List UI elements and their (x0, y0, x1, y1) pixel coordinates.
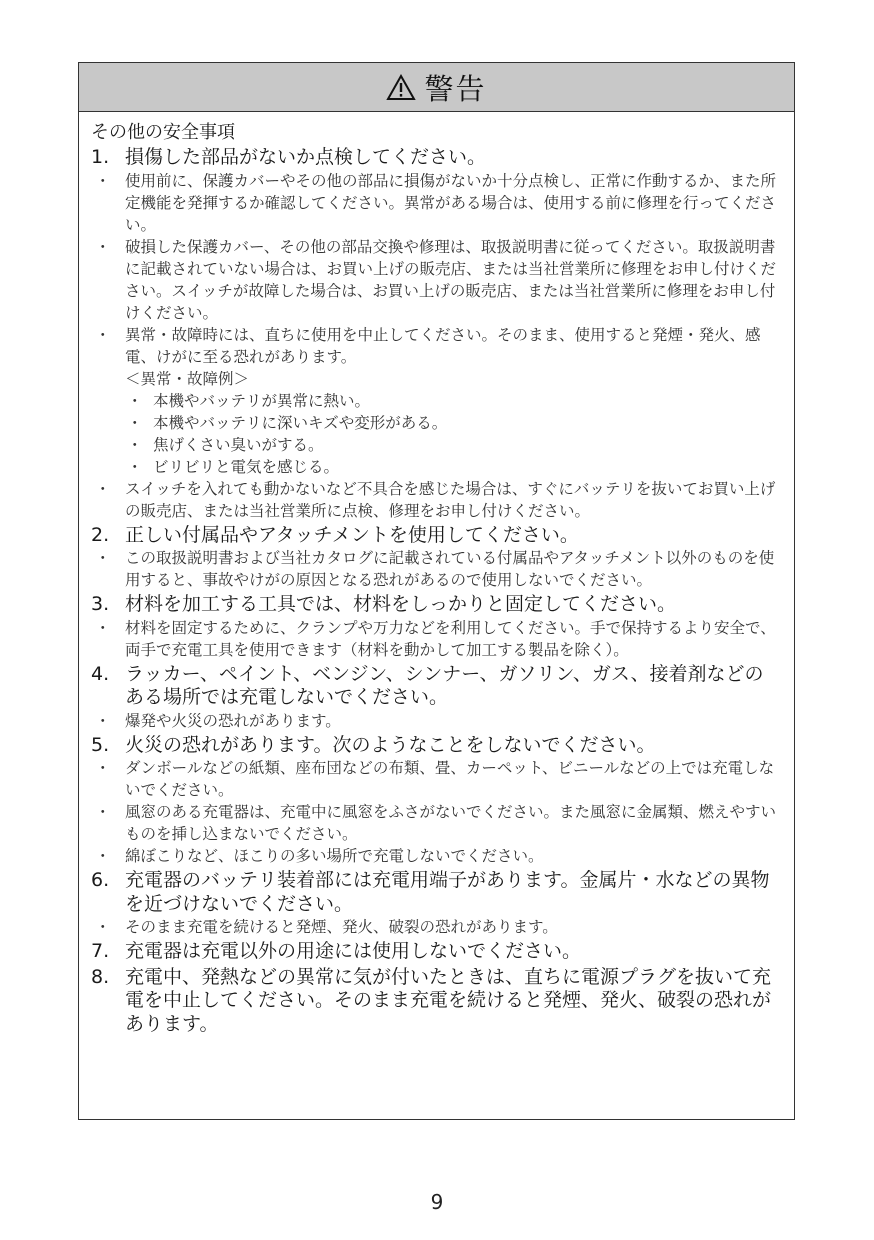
bullet-text: 綿ぼこりなど、ほこりの多い場所で充電しないでください。 (125, 847, 544, 865)
bullet-text: この取扱説明書および当社カタログに記載されている付属品やアタッチメント以外のものを使用すると、事故やけがの原因となる恐れがあるので使用しないでください。 (125, 549, 775, 589)
bullet-item (91, 757, 782, 801)
item-text: 火災の恐れがあります。次のようなことをしないでください。 (125, 733, 656, 756)
warning-triangle-icon (386, 74, 416, 101)
item-text: 材料を加工する工具では、材料をしっかりと固定してください。 (125, 593, 677, 615)
bullet-symbol: ・ (127, 413, 143, 432)
item-number: 7. (91, 940, 110, 962)
bullet-text: スイッチを入れても動かないなど不具合を感じた場合は、すぐにバッテリを抜いてお買い上げの販売店、または当社営業所に点検、修理をお申し付けください。 (125, 479, 776, 520)
bullet-text: 材料を固定するために、クランプや万力などを利用してください。手で保持するより安全で、両手で充電工具を使用できます（材料を動かして加工する製品を除く）。 (125, 618, 776, 659)
section-title: その他の安全事項 (91, 122, 235, 143)
bullet-item (91, 916, 782, 938)
sub-bullet-item (91, 412, 782, 434)
bullet-text: ダンボールなどの紙類、座布団などの布類、畳、カーペット、ビニールなどの上では充電しないでください。 (125, 759, 775, 799)
bullet-item (91, 801, 782, 845)
item-3 (91, 593, 782, 617)
bullet-symbol: ・ (127, 391, 143, 410)
bullet-item (91, 710, 782, 732)
item-number: 5. (91, 733, 110, 756)
sub-heading: ＜異常・故障例＞ (125, 369, 250, 388)
sub-bullet-item (91, 434, 782, 456)
item-1 (91, 146, 782, 170)
item-7 (91, 940, 782, 964)
bullet-symbol: ・ (95, 847, 111, 865)
page-number: 9 (430, 1190, 444, 1214)
bullet-symbol: ・ (95, 618, 111, 637)
item-4 (91, 663, 782, 710)
item-text: ラッカー、ペイント、ベンジン、シンナー、ガソリン、ガス、接着剤などのある場所では充電しないでください。 (125, 662, 764, 708)
item-text: 損傷した部品がないか点検してください。 (125, 146, 487, 168)
bullet-item (91, 324, 782, 368)
sub-bullet-item (91, 456, 782, 478)
bullet-text: 風窓のある充電器は、充電中に風窓をふさがないでください。また風窓に金属類、燃えやすいものを挿し込まないでください。 (125, 803, 777, 843)
bullet-text: 破損した保護カバー、その他の部品交換や修理は、取扱説明書に従ってください。取扱説明書に記載されていない場合は、お買い上げの販売店、または当社営業所に修理をお申し付けください。スイッチが故障した場合は、お買い上げの販売店、または当社営業所に修理をお申し付けください。 (125, 237, 777, 322)
bullet-item (91, 170, 782, 236)
item-number: 4. (91, 662, 110, 685)
warning-box (78, 62, 795, 1120)
bullet-item (91, 236, 782, 324)
bullet-symbol: ・ (95, 711, 111, 730)
bullet-symbol: ・ (127, 457, 143, 476)
warning-header (79, 63, 794, 112)
bullet-symbol: ・ (127, 435, 143, 454)
item-number: 1. (91, 146, 110, 168)
item-number: 3. (91, 593, 110, 615)
bullet-symbol: ・ (95, 918, 111, 936)
sub-bullet-text: ビリビリと電気を感じる。 (153, 457, 340, 476)
bullet-symbol: ・ (95, 759, 111, 777)
item-text: 充電器は充電以外の用途には使用しないでください。 (125, 940, 582, 962)
bullet-text: 爆発や火災の恐れがあります。 (125, 711, 341, 730)
item-8 (91, 966, 782, 1037)
warning-title: 警告 (424, 71, 487, 106)
bullet-symbol: ・ (95, 237, 111, 256)
bullet-text: 使用前に、保護カバーやその他の部品に損傷がないか十分点検し、正常に作動するか、また所定機能を発揮するか確認してください。異常がある場合は、使用する前に修理を行ってください。 (125, 171, 777, 234)
bullet-text: 異常・故障時には、直ちに使用を中止してください。そのまま、使用すると発煙・発火、感電、けがに至る恐れがあります。 (125, 325, 761, 366)
item-number: 6. (91, 869, 110, 891)
item-text: 充電中、発熱などの異常に気が付いたときは、直ちに電源プラグを抜いて充電を中止してください。そのまま充電を続けると発煙、発火、破裂の恐れがあります。 (125, 965, 772, 1035)
item-text: 充電器のバッテリ装着部には充電用端子があります。金属片・水などの異物を近づけないでください。 (125, 869, 770, 915)
sub-bullet-text: 本機やバッテリに深いキズや変形がある。 (153, 413, 448, 432)
sub-bullet-text: 焦げくさい臭いがする。 (153, 435, 324, 454)
bullet-item (91, 478, 782, 522)
bullet-symbol: ・ (95, 549, 111, 567)
item-number: 2. (91, 523, 110, 546)
bullet-symbol: ・ (95, 325, 111, 344)
sub-bullet-text: 本機やバッテリが異常に熱い。 (153, 391, 371, 410)
item-2 (91, 524, 782, 548)
bullet-item (91, 547, 782, 591)
bullet-item (91, 845, 782, 867)
bullet-text: そのまま充電を続けると発煙、発火、破裂の恐れがあります。 (125, 918, 558, 936)
item-text: 正しい付属品やアタッチメントを使用してください。 (125, 523, 579, 546)
bullet-symbol: ・ (95, 803, 111, 821)
item-5 (91, 734, 782, 758)
bullet-symbol: ・ (95, 171, 111, 190)
bullet-symbol: ・ (95, 479, 111, 498)
bullet-item (91, 617, 782, 661)
warning-content (79, 112, 794, 1036)
sub-bullet-item (91, 390, 782, 412)
item-6 (91, 869, 782, 916)
item-number: 8. (91, 965, 110, 988)
